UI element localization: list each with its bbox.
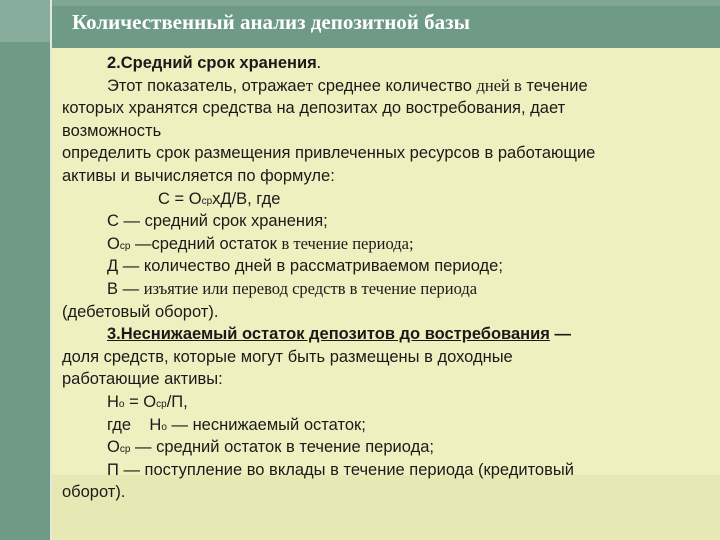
definition-p: П — поступление во вклады в течение периода (кредитовый [107, 460, 574, 479]
left-sidebar [0, 0, 52, 540]
sidebar-corner [0, 0, 52, 42]
section-3-line-2: доля средств, которые могут быть размещены в доходные [62, 347, 513, 366]
section-3-line-3: работающие активы: [62, 370, 223, 389]
slide-title: Количественный анализ депозитной базы [72, 10, 470, 34]
section-2-heading-line: 2.Средний срок хранения. [107, 53, 321, 72]
definition-d: Д — количество дней в рассматриваемом периоде; [107, 257, 503, 276]
definition-ocp-2: Оср — средний остаток в течение периода; [107, 438, 434, 457]
formula-min-balance: Но = Оср/П, [107, 392, 188, 411]
section-2-line-3: возможность [62, 121, 162, 140]
title-bar-highlight [0, 0, 720, 6]
definition-v: В — изъятие или перевод средств в течение периода [107, 278, 478, 298]
definition-ho: где Но — неснижаемый остаток; [107, 415, 366, 434]
section-2-heading: 2.Средний срок хранения [107, 54, 317, 72]
definition-v-continued: (дебетовый оборот). [62, 302, 219, 321]
definition-p-continued: оборот). [62, 483, 126, 502]
section-3-heading: 3.Неснижаемый остаток депозитов до востребования [107, 325, 550, 344]
section-2-line-1: Этот показатель, отражает среднее количество дней в течение [107, 75, 588, 95]
section-3-heading-line: 3.Неснижаемый остаток депозитов до востребования — [107, 325, 571, 344]
section-2-line-2: которых хранятся средства на депозитах до востребования, дает [62, 99, 566, 118]
slide-body [62, 52, 712, 504]
section-2-line-5: активы и вычисляется по формуле: [62, 166, 335, 185]
definition-c: С — средний срок хранения; [107, 212, 328, 231]
formula-average-term: С = ОсрхД/В, где [158, 189, 281, 208]
section-2-line-4: определить срок размещения привлеченных ресурсов в работающие [62, 144, 596, 163]
definition-ocp: Оср —средний остаток в течение периода; [107, 233, 414, 253]
